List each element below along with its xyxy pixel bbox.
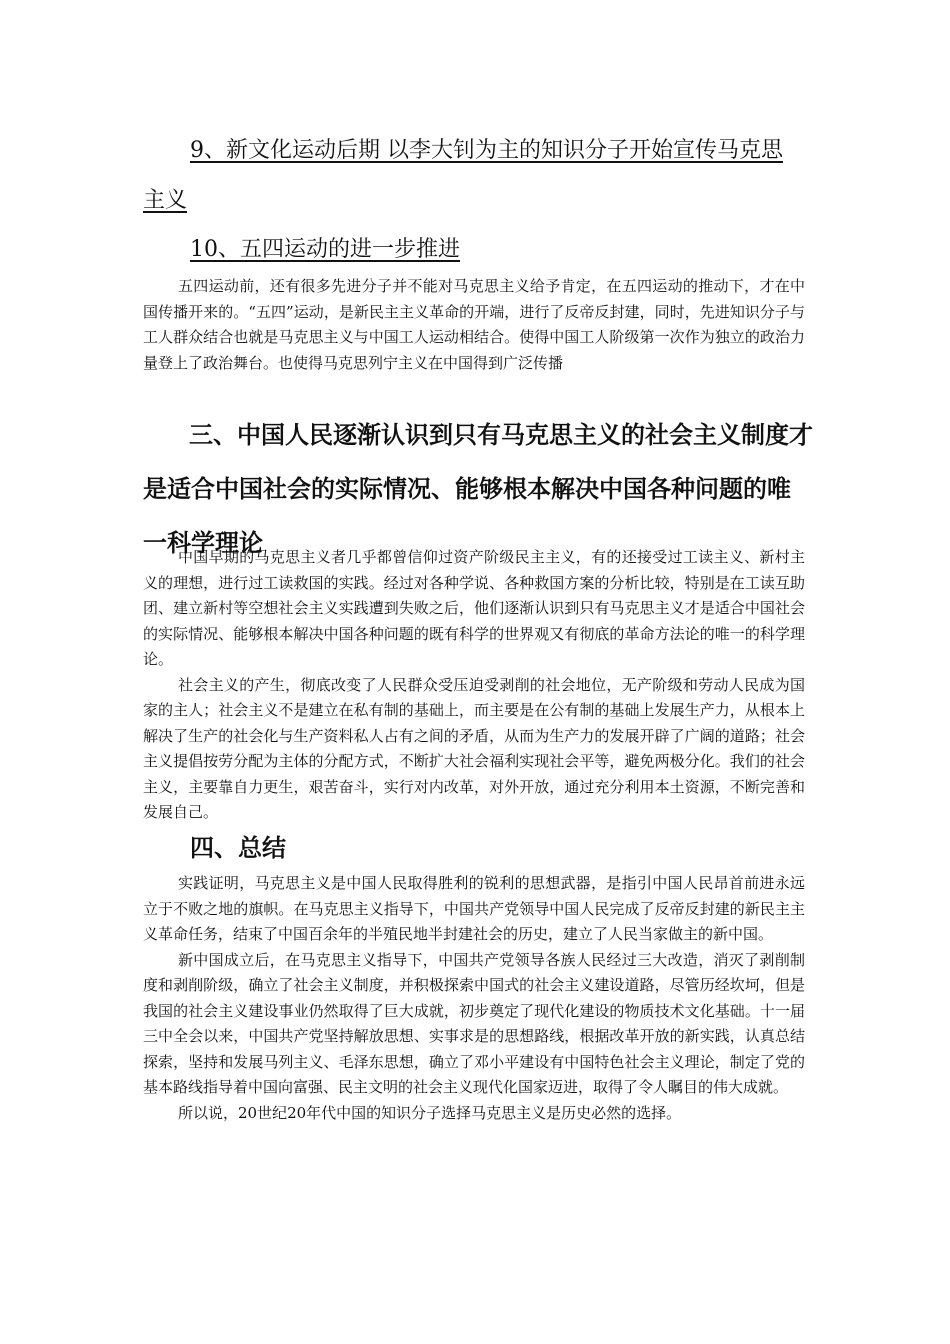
paragraph-block-2 bbox=[143, 545, 805, 826]
paragraph-conclusion: 所以说，20世纪20年代中国的知识分子选择马克思主义是历史必然的选择。 bbox=[178, 1103, 682, 1122]
heading-10: 10、五四运动的进一步推进 bbox=[190, 237, 460, 262]
heading-9-line2: 主义 bbox=[143, 188, 188, 213]
paragraph-block-3 bbox=[143, 871, 805, 1126]
paragraph-new-china: 新中国成立后，在马克思主义指导下，中国共产党领导各族人民经过三大改造，消灭了剥削制度和剥削阶级，确立了社会主义制度，并积极探索中国式的社会主义建设道路，尽管历经坎坷，但是我国的社会主义建设事业仍然取得了巨大成就，初步奠定了现代化建设的物质技术文化基础。十一届三中全会以来，中国共产党坚持解放思想、实事求是的思想路线，根据改革开放的新实践，认真总结探索，坚持和发展马列主义、毛泽东思想，确立了邓小平建设有中国特色社会主义理论，制定了党的基本路线指导着中国向富强、民主文明的社会主义现代化国家迈进，取得了令人瞩目的伟大成就。 bbox=[143, 950, 805, 1096]
section-4-heading: 四、总结 bbox=[190, 834, 286, 862]
paragraph-socialism: 社会主义的产生，彻底改变了人民群众受压迫受剥削的社会地位，无产阶级和劳动人民成为国家的主人；社会主义不是建立在私有制的基础上，而主要是在公有制的基础上发展生产力，从根本上解决了生产的社会化与生产资料私人占有之间的矛盾，从而为生产力的发展开辟了广阔的道路；社会主义提倡按劳分配为主体的分配方式，不断扩大社会福利实现社会平等，避免两极分化。我们的社会主义，主要靠自力更生，艰苦奋斗，实行对内改革，对外开放，通过充分利用本土资源，不断完善和发展自己。 bbox=[143, 675, 805, 821]
paragraph-block-1 bbox=[143, 274, 805, 376]
heading-9-line1: 9、新文化运动后期 以李大钊为主的知识分子开始宣传马克思 bbox=[190, 138, 783, 163]
paragraph-practice-proves: 实践证明，马克思主义是中国人民取得胜利的锐利的思想武器，是指引中国人民昂首前进永远立于不败之地的旗帜。在马克思主义指导下，中国共产党领导中国人民完成了反帝反封建的新民主主义革命任务，结束了中国百余年的半殖民地半封建社会的历史，建立了人民当家做主的新中国。 bbox=[143, 874, 805, 943]
paragraph-may-fourth: 五四运动前，还有很多先进分子并不能对马克思主义给予肯定，在五四运动的推动下，才在中国传播开来的。“五四”运动，是新民主主义革命的开端，进行了反帝反封建，同时，先进知识分子与工人群众结合也就是马克思主义与中国工人运动相结合。使得中国工人阶级第一次作为独立的政治力量登上了政治舞台。也使得马克思列宁主义在中国得到广泛传播 bbox=[143, 277, 805, 372]
section-3-heading: 三、中国人民逐渐认识到只有马克思主义的社会主义制度才是适合中国社会的实际情况、能够根本解决中国各种问题的唯一科学理论 bbox=[143, 421, 813, 557]
paragraph-early-marxists: 中国早期的马克思主义者几乎都曾信仰过资产阶级民主主义，有的还接受过工读主义、新村主义的理想，进行过工读救国的实践。经过对各种学说、各种救国方案的分析比较，特别是在工读互助团、建立新村等空想社会主义实践遭到失败之后，他们逐渐认识到只有马克思主义才是适合中国社会的实际情况、能够根本解决中国各种问题的既有科学的世界观又有彻底的革命方法论的唯一的科学理论。 bbox=[143, 548, 805, 668]
